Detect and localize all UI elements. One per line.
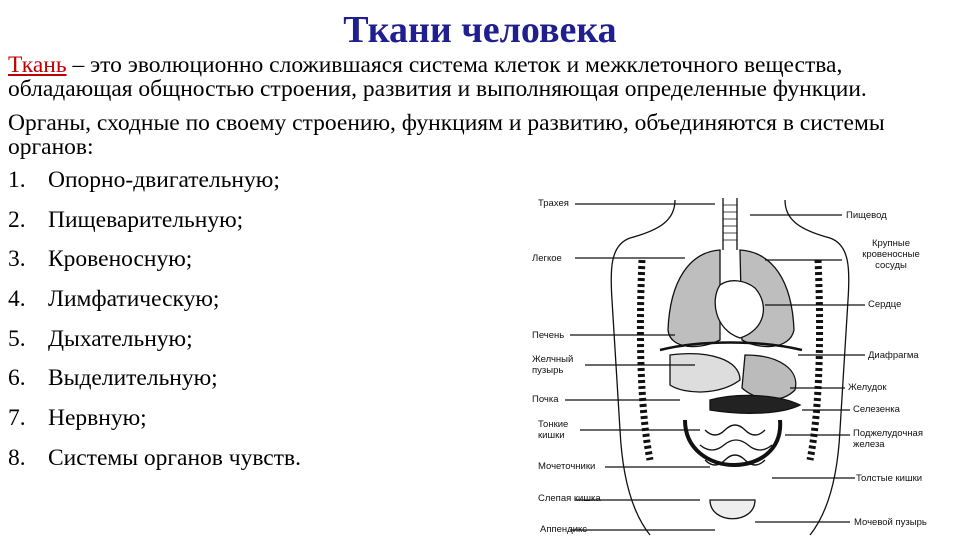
list-item: 5. Дыхательную; bbox=[8, 325, 193, 352]
label-trachea: Трахея bbox=[538, 198, 569, 209]
list-item: 4. Лимфатическую; bbox=[8, 286, 220, 313]
list-item: 8. Системы органов чувств. bbox=[8, 444, 301, 471]
label-kidney: Почка bbox=[532, 394, 559, 405]
slide-title: Ткани человека bbox=[343, 9, 617, 51]
list-item: 6. Выделительную; bbox=[8, 365, 218, 392]
definition-text: – это эволюционно сложившаяся система клеток и межклеточного вещества, обладающая общностью строения, развития и выполняющая определенные функции. bbox=[8, 52, 867, 102]
label-large-intestine: Толстые кишки bbox=[856, 473, 923, 484]
label-diaphragm: Диафрагма bbox=[868, 350, 919, 361]
label-esophagus: Пищевод bbox=[846, 210, 887, 221]
label-cecum: Слепая кишка bbox=[538, 493, 601, 504]
label-lung: Легкое bbox=[532, 253, 562, 264]
label-ureters: Мочеточники bbox=[538, 461, 596, 472]
label-great-vessels: Крупные кровеносные сосуды bbox=[862, 238, 920, 271]
list-item: 1. Опорно-двигательную; bbox=[8, 167, 280, 193]
list-item: 2. Пищеварительную; bbox=[8, 206, 244, 233]
definition bbox=[8, 53, 953, 101]
definition-term: Ткань bbox=[8, 52, 67, 78]
list-item: 3. Кровеносную; bbox=[8, 246, 193, 273]
label-small-intestine: Тонкие кишки bbox=[538, 419, 569, 441]
label-appendix: Аппендикс bbox=[540, 524, 588, 535]
label-spleen: Селезенка bbox=[853, 404, 900, 415]
anatomy-figure bbox=[510, 190, 960, 540]
label-stomach: Желудок bbox=[848, 382, 887, 393]
label-heart: Сердце bbox=[868, 299, 902, 310]
organ-systems-intro: Органы, сходные по своему строению, функциям и развитию, объединяются в системы органов: bbox=[8, 110, 885, 160]
label-gallbladder: Желчный пузырь bbox=[532, 354, 574, 376]
label-bladder: Мочевой пузырь bbox=[854, 517, 927, 528]
list-item: 7. Нервную; bbox=[8, 405, 147, 432]
label-liver: Печень bbox=[532, 330, 565, 341]
label-pancreas: Поджелудочная железа bbox=[853, 428, 923, 450]
